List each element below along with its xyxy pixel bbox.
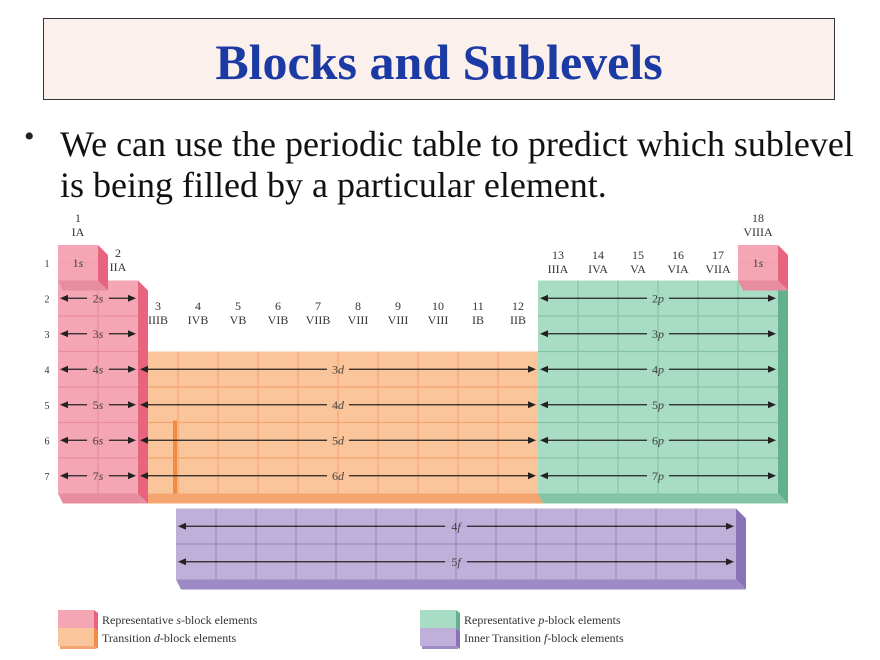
- legend-swatch-side: [94, 628, 98, 649]
- legend-swatch: [420, 628, 456, 646]
- period-number: 5: [44, 400, 50, 412]
- bullet-text: We can use the periodic table to predict which sublevel is being filled by a particular element.: [60, 124, 854, 205]
- group-roman-12: IIB: [510, 313, 526, 327]
- legend-label: Transition d-block elements: [102, 631, 237, 645]
- s-arrow-3s-label: 3s: [92, 326, 104, 341]
- group-roman-13: IIIA: [547, 262, 569, 276]
- p-block-side: [778, 281, 788, 504]
- legend-label: Representative s-block elements: [102, 613, 258, 627]
- group-number-5: 5: [235, 299, 241, 313]
- s-block-side: [138, 281, 148, 504]
- s-arrow-5s-label: 5s: [92, 397, 104, 412]
- period-number: 6: [44, 436, 50, 448]
- group-number-7: 7: [315, 299, 321, 313]
- group-number-1: 1: [75, 211, 81, 225]
- period-number: 1: [44, 258, 50, 270]
- f-block-bottom: [176, 580, 746, 590]
- p-arrow-2p-label: 2p: [652, 291, 664, 306]
- group-roman-6: VIB: [267, 313, 289, 327]
- f-arrow-5f-label: 5f: [451, 554, 461, 569]
- p-arrow-4p-label: 4p: [652, 362, 664, 377]
- group-number-3: 3: [155, 299, 161, 313]
- group-roman-9: VIII: [387, 313, 409, 327]
- p-arrow-3p-label: 3p: [652, 326, 664, 341]
- group-number-2: 2: [115, 246, 121, 260]
- legend-swatch-bottom: [60, 646, 96, 649]
- f-arrow-4f-label: 4f: [451, 519, 461, 534]
- group-number-18: 18: [752, 211, 764, 225]
- legend-label: Representative p-block elements: [464, 613, 621, 627]
- s-arrow-4s-label: 4s: [92, 362, 104, 377]
- period-number: 4: [44, 365, 50, 377]
- f-block: [176, 509, 746, 590]
- period-number: 2: [44, 294, 50, 306]
- group-roman-17: VIIA: [705, 262, 731, 276]
- group-roman-5: VB: [229, 313, 247, 327]
- legend-item-s: [58, 610, 258, 631]
- group-number-14: 14: [592, 248, 604, 262]
- period-number: 7: [44, 471, 50, 483]
- group-roman-8: VIII: [347, 313, 369, 327]
- d-arrow-5d-label: 5d: [332, 433, 344, 448]
- legend-swatch: [420, 610, 456, 628]
- d-arrow-3d-label: 3d: [332, 362, 344, 377]
- legend-swatch-side: [94, 610, 98, 631]
- legend-swatch: [58, 610, 94, 628]
- p-arrow-5p-label: 5p: [652, 397, 664, 412]
- group-number-15: 15: [632, 248, 644, 262]
- legend-swatch-side: [456, 610, 460, 631]
- legend-label: Inner Transition f-block elements: [464, 631, 624, 645]
- group-number-8: 8: [355, 299, 361, 313]
- group-number-9: 9: [395, 299, 401, 313]
- group-roman-15: VA: [630, 262, 646, 276]
- group-roman-16: VIA: [667, 262, 689, 276]
- s-arrow-7s-label: 7s: [92, 468, 104, 483]
- group-number-10: 10: [432, 299, 444, 313]
- group-number-13: 13: [552, 248, 564, 262]
- group-number-4: 4: [195, 299, 201, 313]
- group-number-6: 6: [275, 299, 281, 313]
- group-number-11: 11: [472, 299, 484, 313]
- group-number-17: 17: [712, 248, 724, 262]
- d-arrow-6d-label: 6d: [332, 468, 344, 483]
- p-arrow-6p-label: 6p: [652, 433, 664, 448]
- hydrogen-1s-label: 1s: [72, 255, 84, 270]
- group-number-16: 16: [672, 248, 684, 262]
- bullet-icon: •: [24, 120, 35, 153]
- d-block-bottom: [138, 494, 548, 504]
- legend-swatch-side: [456, 628, 460, 649]
- p-block-bottom: [538, 494, 788, 504]
- legend-swatch: [58, 628, 94, 646]
- group-roman-4: IVB: [187, 313, 209, 327]
- legend-item-d: [58, 628, 237, 649]
- legend-item-p: [420, 610, 621, 631]
- period-number: 3: [44, 329, 50, 341]
- group-roman-7: VIIB: [305, 313, 331, 327]
- group-roman-14: IVA: [588, 262, 608, 276]
- group-number-12: 12: [512, 299, 524, 313]
- s-arrow-6s-label: 6s: [92, 433, 104, 448]
- group-roman-10: VIII: [427, 313, 449, 327]
- legend-item-f: [420, 628, 624, 649]
- f-insert-marker: [173, 421, 177, 494]
- d-arrow-4d-label: 4d: [332, 397, 344, 412]
- p-arrow-7p-label: 7p: [652, 468, 664, 483]
- s-arrow-2s-label: 2s: [92, 291, 104, 306]
- f-block-side: [736, 509, 746, 590]
- s-block-bottom: [58, 494, 148, 504]
- group-roman-2: IIA: [109, 260, 127, 274]
- legend-swatch-bottom: [422, 646, 458, 649]
- page-title: Blocks and Sublevels: [215, 34, 663, 90]
- helium-1s-label: 1s: [752, 255, 764, 270]
- group-roman-1: IA: [71, 225, 85, 239]
- group-roman-18: VIIIA: [743, 225, 773, 239]
- group-roman-3: IIIB: [148, 313, 168, 327]
- group-roman-11: IB: [472, 313, 484, 327]
